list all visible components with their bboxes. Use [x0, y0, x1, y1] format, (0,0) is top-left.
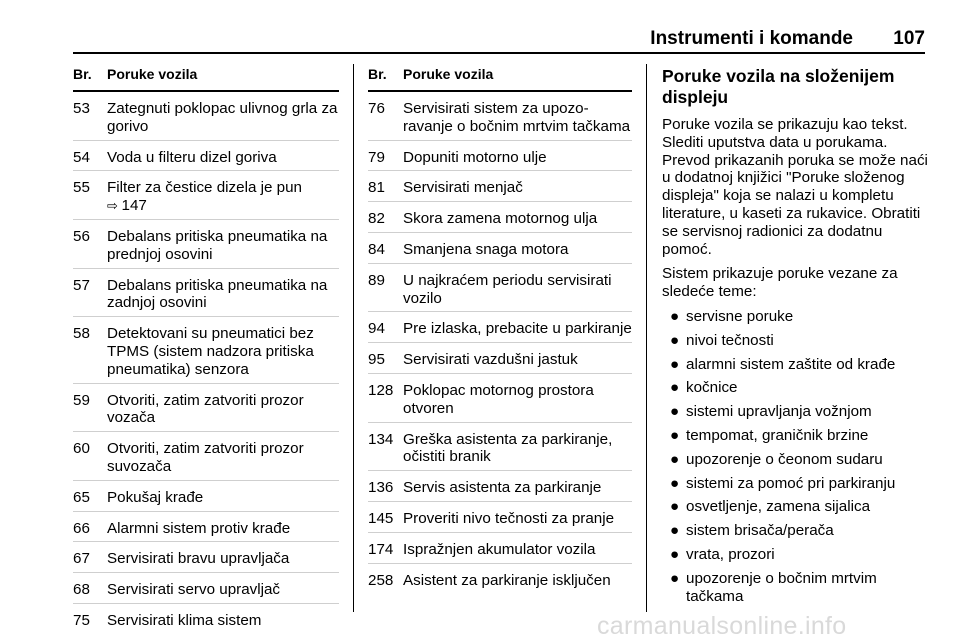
section-title: Poruke vozila na složenijem displeju	[662, 66, 895, 107]
bullet-icon: ●	[670, 355, 680, 373]
list-item	[662, 546, 932, 564]
message-text	[107, 581, 339, 599]
table-row	[73, 432, 339, 481]
message-number: 68	[73, 581, 90, 599]
message-number: 66	[73, 519, 90, 537]
list-item	[662, 451, 932, 469]
message-number: 57	[73, 276, 90, 294]
page-header	[73, 28, 925, 54]
message-label: Pre izlaska, prebacite u parkiranje	[403, 320, 632, 338]
message-text	[403, 479, 632, 497]
page-reference-arrow-icon: ⇨	[107, 198, 122, 214]
section-paragraph: Poruke vozila se prikazuju kao tekst. Slediti uputstva data u porukama. Prevod prikazanih poruka se može naći u dodatnoj knjižici "Poruke složenog displeja" koja se nalazi u kompletu literature, u kaseti za rukavice. Obratiti se servisnoj radionici za dodatnu pomoć.	[662, 116, 928, 258]
message-number: 60	[73, 440, 90, 458]
message-label: Poklopac motornog prostora otvoren	[403, 381, 594, 417]
message-text	[403, 431, 632, 467]
table-row	[73, 604, 339, 634]
table-row	[368, 312, 632, 343]
message-number: 81	[368, 179, 385, 197]
message-text	[403, 210, 632, 228]
message-text	[107, 392, 339, 428]
message-number: 79	[368, 148, 385, 166]
message-label: Servisirati servo upravljač	[107, 581, 281, 599]
message-number: 53	[73, 100, 90, 117]
table-header	[73, 66, 339, 92]
bullet-icon: ●	[670, 379, 680, 397]
bullet-icon: ●	[670, 522, 680, 540]
list-item-text: vrata, prozori	[686, 545, 775, 563]
column-header-message: Poruke vozila	[403, 66, 494, 82]
table-row	[73, 317, 339, 383]
message-number: 58	[73, 325, 90, 343]
bullet-icon: ●	[670, 331, 680, 349]
message-number: 67	[73, 550, 90, 568]
list-item-text: nivoi tečnosti	[686, 331, 774, 349]
list-item	[662, 498, 932, 516]
message-label: Skora zamena motornog ulja	[403, 210, 598, 228]
list-item	[662, 332, 932, 350]
message-label: U najkraćem periodu servisirati vozilo	[403, 271, 612, 307]
message-text	[107, 149, 339, 167]
list-item	[662, 356, 932, 374]
table-row	[368, 171, 632, 202]
message-text	[107, 179, 339, 215]
list-item-text: sistem brisača/perača	[686, 522, 834, 540]
message-text	[107, 277, 339, 313]
message-text	[107, 228, 339, 264]
table-row	[368, 374, 632, 423]
list-item	[662, 379, 932, 397]
message-text	[107, 440, 339, 476]
page-reference-link[interactable]: 147	[121, 197, 147, 215]
message-label: Debalans pritiska pneumatika na prednjoj osovini	[107, 227, 328, 263]
message-label: Servisirati sistem za upozo- ravanje o bočnim mrtvim tačkama	[403, 100, 631, 135]
message-text	[403, 351, 632, 369]
message-number: 59	[73, 391, 90, 409]
list-item-text: sistemi upravljanja vožnjom	[686, 403, 872, 421]
message-label: Smanjena snaga motora	[403, 240, 569, 258]
bullet-icon: ●	[670, 498, 680, 516]
message-label: Otvoriti, zatim zatvoriti prozor vozača	[107, 391, 304, 427]
table-row	[73, 92, 339, 141]
list-item-text: osvetljenje, zamena sijalica	[686, 498, 871, 516]
table-row	[73, 171, 339, 220]
table-row	[368, 141, 632, 172]
list-item-text: upozorenje o bočnim mrtvim tačkama	[686, 569, 877, 605]
table-body	[368, 92, 632, 593]
message-number: 136	[368, 479, 394, 497]
list-item	[662, 522, 932, 540]
table-row	[73, 384, 339, 433]
table-header	[368, 66, 632, 92]
message-label: Voda u filteru dizel goriva	[107, 148, 277, 166]
message-label: Alarmni sistem protiv krađe	[107, 519, 291, 537]
table-row	[368, 233, 632, 264]
message-text	[107, 520, 339, 538]
list-item-text: sistemi za pomoć pri parkiranju	[686, 474, 896, 492]
table-row	[73, 220, 339, 269]
message-label: Debalans pritiska pneumatika na zadnjoj osovini	[107, 276, 328, 312]
table-row	[73, 512, 339, 543]
message-number: 134	[368, 430, 394, 448]
table-row	[368, 564, 632, 594]
table-row	[73, 269, 339, 318]
table-row	[73, 542, 339, 573]
message-text	[107, 489, 339, 507]
bullet-icon: ●	[670, 307, 680, 325]
table-row	[368, 533, 632, 564]
column-header-number: Br.	[368, 66, 387, 82]
list-item-text: upozorenje o čeonom sudaru	[686, 450, 883, 468]
chapter-title: Instrumenti i komande	[650, 28, 853, 49]
message-text	[403, 510, 632, 528]
table-row	[368, 92, 632, 141]
messages-table-right	[368, 66, 632, 593]
message-label: Filter za čestice dizela je pun	[107, 179, 302, 197]
message-text	[403, 241, 632, 259]
message-number: 258	[368, 571, 394, 589]
message-number: 128	[368, 381, 394, 399]
table-row	[368, 264, 632, 313]
table-row	[368, 502, 632, 533]
message-text	[107, 612, 339, 630]
page-number: 107	[893, 28, 925, 49]
message-number: 76	[368, 100, 385, 117]
message-number: 55	[73, 179, 90, 197]
column-header-message: Poruke vozila	[107, 66, 198, 82]
table-row	[368, 423, 632, 472]
message-label: Asistent za parkiranje isključen	[403, 571, 611, 589]
table-row	[368, 202, 632, 233]
table-row	[73, 141, 339, 172]
message-number: 65	[73, 488, 90, 506]
bullet-icon: ●	[670, 403, 680, 421]
bullet-icon: ●	[670, 474, 680, 492]
message-label: Servisirati vazdušni jastuk	[403, 351, 578, 369]
message-label: Servisirati klima sistem	[107, 611, 262, 629]
list-item-text: kočnice	[686, 379, 738, 397]
message-text	[403, 572, 632, 590]
message-label: Pokušaj krađe	[107, 488, 204, 506]
message-text	[403, 382, 632, 418]
message-text	[107, 550, 339, 568]
message-text	[403, 149, 632, 167]
table-body	[73, 92, 339, 634]
message-number: 174	[368, 540, 394, 558]
messages-table-left	[73, 66, 339, 634]
bullet-icon: ●	[670, 450, 680, 468]
table-row	[73, 573, 339, 604]
list-item	[662, 475, 932, 493]
message-number: 82	[368, 210, 385, 228]
message-label: Greška asistenta za parkiranje, očistiti branik	[403, 430, 613, 466]
message-number: 95	[368, 351, 385, 369]
bullet-icon: ●	[670, 545, 680, 563]
message-label: Zategnuti poklopac ulivnog grla za gorivo	[107, 100, 338, 135]
message-label: Servisirati menjač	[403, 179, 523, 197]
column-divider	[646, 64, 647, 612]
section-complex-display	[662, 66, 932, 611]
message-text	[403, 541, 632, 559]
watermark: carmanualsonline.info	[597, 612, 847, 640]
message-label: Dopuniti motorno ulje	[403, 148, 547, 166]
message-number: 54	[73, 148, 90, 166]
message-label: Otvoriti, zatim zatvoriti prozor suvozača	[107, 440, 304, 475]
topic-list	[662, 308, 932, 605]
message-text	[107, 325, 339, 378]
message-text	[403, 272, 632, 308]
message-label: Proveriti nivo tečnosti za pranje	[403, 509, 615, 527]
list-item	[662, 403, 932, 421]
column-header-number: Br.	[73, 66, 92, 82]
message-text	[403, 179, 632, 197]
message-label: Ispražnjen akumulator vozila	[403, 540, 596, 558]
table-row	[368, 343, 632, 374]
list-item	[662, 308, 932, 326]
table-row	[73, 481, 339, 512]
message-number: 84	[368, 240, 385, 258]
list-item	[662, 427, 932, 445]
list-item-text: tempomat, graničnik brzine	[686, 426, 869, 444]
message-number: 145	[368, 509, 394, 527]
section-paragraph: Sistem prikazuje poruke vezane za sledeće teme:	[662, 265, 898, 301]
message-label: Servisirati bravu upravljača	[107, 550, 290, 568]
message-number: 89	[368, 271, 385, 289]
message-label: Servis asistenta za parkiranje	[403, 479, 602, 497]
message-text	[107, 100, 339, 136]
message-number: 94	[368, 320, 385, 338]
list-item-text: servisne poruke	[686, 307, 794, 325]
column-divider	[353, 64, 354, 612]
bullet-icon: ●	[670, 426, 680, 444]
table-row	[368, 471, 632, 502]
message-number: 75	[73, 611, 90, 629]
list-item	[662, 570, 932, 606]
bullet-icon: ●	[670, 569, 680, 587]
list-item-text: alarmni sistem zaštite od krađe	[686, 355, 896, 373]
message-text	[403, 100, 632, 136]
message-label: Detektovani su pneumatici bez TPMS (sistem nadzora pritiska pneumatika) senzora	[107, 325, 314, 378]
message-text	[403, 320, 632, 338]
message-number: 56	[73, 227, 90, 245]
